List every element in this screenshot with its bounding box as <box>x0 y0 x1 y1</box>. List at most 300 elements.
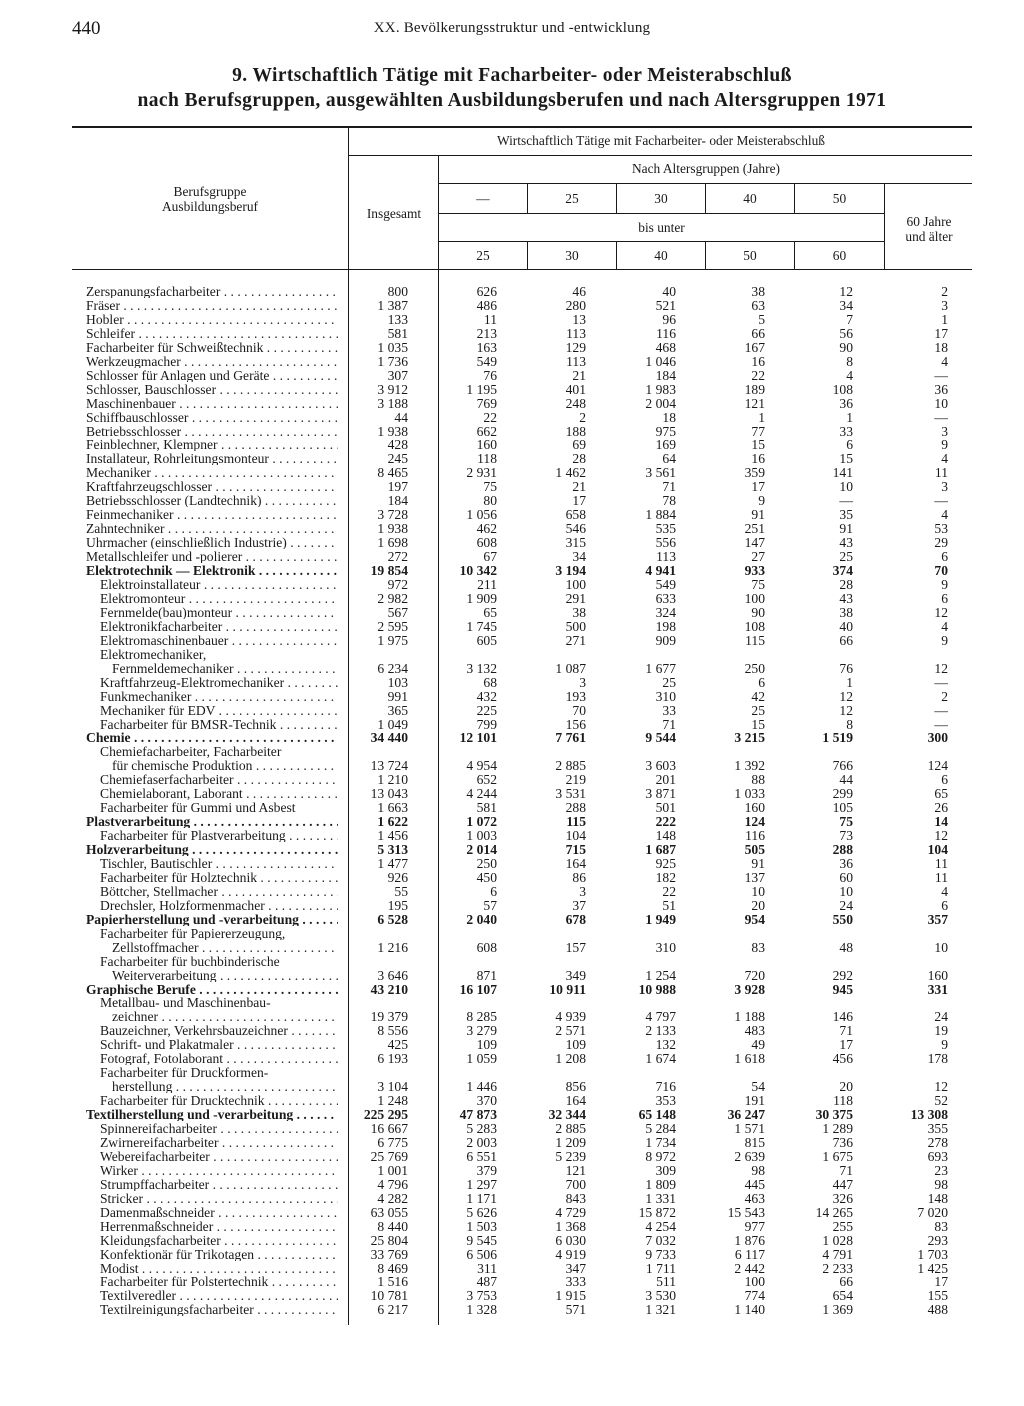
cell-age-4: 16 <box>751 451 765 467</box>
cell-age-1: 1 328 <box>466 1302 497 1318</box>
row-label: herstellung . . . <box>112 1080 338 1093</box>
cell-insgesamt: 6 234 <box>377 660 408 676</box>
cell-insgesamt: 991 <box>387 688 408 704</box>
cell-age-1: 311 <box>477 1260 497 1276</box>
cell-age-2: 658 <box>565 507 586 523</box>
cell-age-2: 129 <box>565 339 586 355</box>
row-label: Elektromonteur . . . <box>100 592 338 605</box>
cell-insgesamt: 1 622 <box>377 814 408 830</box>
cell-age-4: 977 <box>744 1218 765 1234</box>
cell-age-1: 2 931 <box>466 465 497 481</box>
cell-age-1: 160 <box>476 437 497 453</box>
cell-age-2: 700 <box>565 1176 586 1192</box>
cell-age-3: 8 972 <box>645 1148 676 1164</box>
row-label: Graphische Berufe . . . <box>86 983 338 996</box>
cell-age-1: 1 446 <box>466 1079 497 1095</box>
cell-age-6: 36 <box>934 381 948 397</box>
cell-age-3: 78 <box>662 493 676 509</box>
cell-age-5: 56 <box>839 325 853 341</box>
cell-age-3: 5 284 <box>645 1121 676 1136</box>
cell-age-1: 662 <box>476 423 497 439</box>
cell-age-1: 68 <box>483 674 497 690</box>
cell-age-2: 193 <box>565 688 586 704</box>
cell-age-4: 815 <box>744 1134 765 1150</box>
cell-age-3: 3 561 <box>645 465 676 481</box>
cell-age-2: 6 030 <box>555 1232 586 1248</box>
row-label: Facharbeiter für Schweißtechnik . . . <box>86 341 338 354</box>
cell-age-5: 299 <box>832 786 853 802</box>
cell-age-4: 137 <box>744 869 765 885</box>
cell-age-4: 1 033 <box>734 786 765 802</box>
cell-age-5: 736 <box>832 1134 853 1150</box>
cell-age-3 <box>596 996 676 1009</box>
cell-age-4: 6 117 <box>734 1246 765 1262</box>
row-label: Strumpffacharbeiter . . . <box>100 1178 338 1191</box>
cell-age-3: 324 <box>655 604 676 620</box>
cell-age-4: 189 <box>744 381 765 397</box>
row-label: Fräser . . . <box>86 299 338 312</box>
row-label: Elektrotechnik — Elektronik . . . <box>86 564 338 577</box>
age-to-4: 50 <box>743 248 757 263</box>
table-title-line-2: nach Berufsgruppen, ausgewählten Ausbildungsberufen und nach Altersgruppen 1971 <box>137 90 887 111</box>
cell-age-2: 288 <box>565 800 586 816</box>
cell-insgesamt: 1 938 <box>377 521 408 537</box>
cell-age-2: 164 <box>565 1093 586 1109</box>
row-label: Feinmechaniker . . . <box>86 508 338 521</box>
cell-age-3: 132 <box>655 1037 676 1053</box>
cell-insgesamt: 8 465 <box>377 465 408 481</box>
row-label: Fernmeldemechaniker . . . <box>112 662 338 675</box>
cell-age-3: 1 809 <box>645 1176 676 1192</box>
table-title-line-1: 9. Wirtschaftlich Tätige mit Facharbeiter- oder Meisterabschluß <box>232 65 792 86</box>
row-label: Betriebsschlosser . . . <box>86 425 338 438</box>
cell-age-3: 2 004 <box>645 395 676 411</box>
cell-age-3 <box>596 1066 676 1079</box>
cell-insgesamt: 25 804 <box>370 1232 408 1248</box>
cell-age-2: 4 939 <box>555 1009 586 1025</box>
cell-insgesamt: 5 313 <box>377 842 408 857</box>
cell-age-3: 148 <box>655 828 676 843</box>
cell-age-2: 291 <box>565 590 586 606</box>
cell-age-1: 1 297 <box>466 1176 497 1192</box>
cell-insgesamt: 33 769 <box>370 1246 408 1262</box>
cell-age-4: 108 <box>744 618 765 634</box>
cell-age-6: 17 <box>934 325 948 341</box>
cell-age-6: 178 <box>927 1051 948 1067</box>
cell-age-2: 248 <box>565 395 586 411</box>
cell-age-1: 1 056 <box>466 507 497 523</box>
cell-age-4 <box>685 927 765 940</box>
cell-age-3: 353 <box>655 1093 676 1109</box>
cell-insgesamt: 4 282 <box>377 1190 408 1206</box>
cell-insgesamt: 19 379 <box>370 1009 408 1025</box>
cell-age-4: 720 <box>744 967 765 983</box>
cell-age-3: 3 530 <box>645 1288 676 1304</box>
cell-age-1: 250 <box>476 855 497 871</box>
cell-age-3: 1 321 <box>645 1302 676 1318</box>
cell-age-2: 2 <box>579 409 586 425</box>
cell-age-5: 654 <box>832 1288 853 1304</box>
cell-age-5: 48 <box>839 939 853 955</box>
cell-age-1: 379 <box>476 1162 497 1178</box>
cell-age-5: 4 <box>846 367 853 383</box>
cell-age-6: 19 <box>934 1023 948 1039</box>
cell-age-6: 12 <box>934 828 948 843</box>
cell-age-5: 766 <box>832 758 853 774</box>
cell-age-6: 18 <box>934 339 948 355</box>
cell-age-5: 1 <box>846 674 853 690</box>
cell-age-1: 65 <box>483 604 497 620</box>
row-label: Metallbau- und Maschinenbau- <box>100 996 271 1010</box>
row-label: Spinnereifacharbeiter . . . <box>100 1122 338 1135</box>
cell-age-6: 2 <box>941 284 948 299</box>
cell-age-6: 10 <box>934 939 948 955</box>
cell-age-5: 374 <box>832 563 853 578</box>
cell-age-1: 16 107 <box>459 981 497 997</box>
cell-age-4: 1 140 <box>734 1302 765 1318</box>
cell-age-4: 1 392 <box>734 758 765 774</box>
cell-age-3: 7 032 <box>645 1232 676 1248</box>
cell-insgesamt: 13 043 <box>370 786 408 802</box>
cell-age-2: 1 462 <box>555 465 586 481</box>
cell-age-4: 25 <box>751 702 765 718</box>
cell-age-2: 2 885 <box>555 758 586 774</box>
cell-age-3: 4 254 <box>645 1218 676 1234</box>
cell-age-4: 20 <box>751 897 765 913</box>
cell-age-1: 76 <box>483 367 497 383</box>
cell-age-4: 124 <box>744 814 765 830</box>
cell-insgesamt: 1 035 <box>377 339 408 355</box>
cell-age-5: 8 <box>846 716 853 732</box>
cell-age-6 <box>868 927 948 940</box>
cell-age-6: 11 <box>934 869 948 885</box>
row-label: Böttcher, Stellmacher . . . <box>100 885 338 898</box>
cell-age-1: 608 <box>476 939 497 955</box>
cell-age-1: 5 626 <box>466 1204 497 1220</box>
cell-age-4: 75 <box>751 577 765 592</box>
cell-insgesamt: 133 <box>387 311 408 327</box>
cell-age-1: 608 <box>476 535 497 551</box>
cell-age-1: 370 <box>476 1093 497 1109</box>
cell-insgesamt: 3 912 <box>377 381 408 397</box>
cell-age-2: 157 <box>565 939 586 955</box>
cell-age-5: 15 <box>839 451 853 467</box>
cell-insgesamt: 425 <box>387 1037 408 1053</box>
cell-age-2: 3 194 <box>555 563 586 578</box>
cell-age-5: 30 375 <box>815 1107 853 1122</box>
cell-age-2: 3 <box>579 883 586 899</box>
cell-age-1: 57 <box>483 897 497 913</box>
cell-age-1: 581 <box>476 800 497 816</box>
cell-age-2: 280 <box>565 297 586 313</box>
cell-age-3: 511 <box>656 1274 676 1290</box>
cell-age-3: 116 <box>656 325 676 341</box>
cell-age-2: 21 <box>572 367 586 383</box>
cell-age-5: 44 <box>839 772 853 788</box>
cell-age-3: 1 046 <box>645 353 676 369</box>
cell-insgesamt: 1 975 <box>377 632 408 648</box>
row-label: für chemische Produktion . . . <box>112 759 338 772</box>
cell-age-6 <box>868 648 948 661</box>
cell-insgesamt: 4 796 <box>377 1176 408 1192</box>
cell-age-3: 9 544 <box>645 730 676 746</box>
cell-insgesamt: 3 646 <box>377 967 408 983</box>
cell-insgesamt: 1 938 <box>377 423 408 439</box>
cell-age-5: 326 <box>832 1190 853 1206</box>
row-label: Bauzeichner, Verkehrsbauzeichner . . . <box>100 1024 338 1037</box>
cell-age-5: 10 <box>839 479 853 495</box>
row-label: Facharbeiter für Polstertechnik . . . <box>100 1275 338 1288</box>
row-label: Papierherstellung und -verarbeitung . . . <box>86 913 338 926</box>
cell-age-2: 2 885 <box>555 1121 586 1136</box>
cell-age-6: 52 <box>934 1093 948 1109</box>
cell-age-3: 633 <box>655 590 676 606</box>
cell-insgesamt: 197 <box>387 479 408 495</box>
cell-age-3: 201 <box>655 772 676 788</box>
cell-age-2: 69 <box>572 437 586 453</box>
cell-age-4: 3 928 <box>734 981 765 997</box>
cell-age-1: 163 <box>476 339 497 355</box>
cell-age-4: 954 <box>744 911 765 927</box>
cell-age-3 <box>596 745 676 758</box>
cell-age-4: 191 <box>744 1093 765 1109</box>
cell-insgesamt: 567 <box>387 604 408 620</box>
cell-age-3: 1 674 <box>645 1051 676 1067</box>
cell-age-6: 4 <box>941 883 948 899</box>
cell-age-4: 10 <box>751 883 765 899</box>
cell-age-5: 141 <box>832 465 853 481</box>
cell-age-4: 774 <box>744 1288 765 1304</box>
cell-age-3: 1 734 <box>645 1134 676 1150</box>
cell-insgesamt: 184 <box>387 493 408 509</box>
cell-age-4: 54 <box>751 1079 765 1095</box>
cell-age-5: 7 <box>846 311 853 327</box>
cell-age-6: 11 <box>934 465 948 481</box>
row-label: Zahntechniker . . . <box>86 522 338 535</box>
cell-age-5: 12 <box>839 702 853 718</box>
cell-age-4: 16 <box>751 353 765 369</box>
cell-insgesamt <box>328 955 408 968</box>
cell-age-5: 36 <box>839 855 853 871</box>
cell-insgesamt: 6 528 <box>377 911 408 927</box>
cell-age-3: 96 <box>662 311 676 327</box>
cell-age-5: 2 233 <box>822 1260 853 1276</box>
row-label: Herrenmaßschneider . . . <box>100 1220 338 1233</box>
cell-age-4: 6 <box>758 674 765 690</box>
cell-age-1: 462 <box>476 521 497 537</box>
cell-age-5 <box>773 927 853 940</box>
cell-insgesamt: 1 698 <box>377 535 408 551</box>
cell-insgesamt: 1 210 <box>377 772 408 788</box>
cell-age-2 <box>506 927 586 940</box>
cell-age-5: 24 <box>839 897 853 913</box>
row-label: Zerspanungsfacharbeiter . . . <box>86 285 338 298</box>
cell-age-1 <box>417 745 497 758</box>
cell-age-5: 550 <box>832 911 853 927</box>
cell-age-2: 1 208 <box>555 1051 586 1067</box>
cell-age-3: 3 871 <box>645 786 676 802</box>
row-label: Facharbeiter für Drucktechnik . . . <box>100 1094 338 1107</box>
cell-age-3: 65 148 <box>638 1107 676 1122</box>
cell-age-4: 147 <box>744 535 765 551</box>
cell-insgesamt: 1 049 <box>377 716 408 732</box>
cell-age-3: 4 797 <box>645 1009 676 1025</box>
row-label: Fotograf, Fotolaborant . . . <box>100 1052 338 1065</box>
cell-age-5: 17 <box>839 1037 853 1053</box>
cell-age-6: 17 <box>934 1274 948 1290</box>
cell-age-1: 3 753 <box>466 1288 497 1304</box>
cell-age-4: 42 <box>751 688 765 704</box>
row-label: Funkmechaniker . . . <box>100 690 338 703</box>
cell-age-5: 1 519 <box>822 730 853 746</box>
cell-age-6: 53 <box>934 521 948 537</box>
cell-insgesamt: 225 295 <box>363 1107 408 1122</box>
cell-age-5 <box>773 745 853 758</box>
cell-age-2: 315 <box>565 535 586 551</box>
cell-age-3: 40 <box>662 284 676 299</box>
cell-age-6: 357 <box>927 911 948 927</box>
cell-age-2: 546 <box>565 521 586 537</box>
cell-age-4: 933 <box>744 563 765 578</box>
row-label: zeichner . . . <box>112 1010 338 1023</box>
cell-age-6: 12 <box>934 604 948 620</box>
page-number: 440 <box>72 18 101 39</box>
row-label: Wirker . . . <box>100 1164 338 1177</box>
cell-insgesamt: 1 516 <box>377 1274 408 1290</box>
cell-age-6: 6 <box>941 897 948 913</box>
cell-age-4: 5 <box>758 311 765 327</box>
cell-age-6: 6 <box>941 549 948 564</box>
cell-age-2: 164 <box>565 855 586 871</box>
cell-age-1: 211 <box>477 577 497 592</box>
cell-age-4: 1 <box>758 409 765 425</box>
cell-age-3: 521 <box>655 297 676 313</box>
cell-age-1: 80 <box>483 493 497 509</box>
row-label: Schlosser, Bauschlosser . . . <box>86 383 338 396</box>
cell-age-3: 51 <box>662 897 676 913</box>
row-label: Installateur, Rohrleitungsmonteur . . . <box>86 452 338 465</box>
row-label: Facharbeiter für buchbinderische <box>100 954 280 968</box>
cell-insgesamt <box>328 927 408 940</box>
cell-age-2: 843 <box>565 1190 586 1206</box>
cell-age-2: 10 911 <box>549 981 586 997</box>
cell-age-4: 160 <box>744 800 765 816</box>
cell-age-2: 333 <box>565 1274 586 1290</box>
cell-age-6: — <box>934 702 948 718</box>
cell-age-4: 1 188 <box>734 1009 765 1025</box>
running-head: XX. Bevölkerungsstruktur und -entwicklung <box>373 20 651 36</box>
cell-insgesamt: 43 210 <box>370 981 408 997</box>
cell-age-3: 1 254 <box>645 967 676 983</box>
cell-age-6: 3 <box>941 423 948 439</box>
cell-age-1: 109 <box>476 1037 497 1053</box>
cell-age-1: 769 <box>476 395 497 411</box>
cell-age-4: 63 <box>751 297 765 313</box>
cell-age-2: 115 <box>566 814 586 830</box>
cell-age-1: 118 <box>477 451 497 467</box>
cell-insgesamt: 2 982 <box>377 590 408 606</box>
cell-age-3: 975 <box>655 423 676 439</box>
cell-age-3: 71 <box>662 716 676 732</box>
cell-age-1: 4 244 <box>466 786 497 802</box>
cell-age-4: 359 <box>744 465 765 481</box>
cell-age-2: 219 <box>565 772 586 788</box>
age-from-3: 30 <box>654 191 668 206</box>
cell-age-5: 71 <box>839 1023 853 1039</box>
row-label: Metallschleifer und -polierer . . . <box>86 550 338 563</box>
cell-age-3: 9 733 <box>645 1246 676 1262</box>
cell-age-1: 1 503 <box>466 1218 497 1234</box>
cell-age-4: 17 <box>751 479 765 495</box>
stub-header: Berufsgruppe Ausbildungsberuf <box>162 184 258 214</box>
cell-age-5: 105 <box>832 800 853 816</box>
cell-age-6: 331 <box>927 981 948 997</box>
cell-age-2: 188 <box>565 423 586 439</box>
row-label: Schleifer . . . <box>86 327 338 340</box>
cell-age-2: 1 915 <box>555 1288 586 1304</box>
row-label: Drechsler, Holzformenmacher . . . <box>100 899 338 912</box>
cell-age-2 <box>506 745 586 758</box>
cell-age-1 <box>417 648 497 661</box>
cell-age-5 <box>773 996 853 1009</box>
cell-insgesamt: 1 456 <box>377 828 408 843</box>
row-label: Webereifacharbeiter . . . <box>100 1150 338 1163</box>
cell-age-5: 33 <box>839 423 853 439</box>
cell-insgesamt: 1 001 <box>377 1162 408 1178</box>
age-span-header: Nach Altersgruppen (Jahre) <box>632 161 780 176</box>
cell-age-1: 4 954 <box>466 758 497 774</box>
cell-age-4 <box>685 1066 765 1079</box>
cell-insgesamt: 1 248 <box>377 1093 408 1109</box>
cell-age-2: 5 239 <box>555 1148 586 1164</box>
cell-age-2: 1 368 <box>555 1218 586 1234</box>
cell-age-5: 28 <box>839 577 853 592</box>
cell-age-4: 77 <box>751 423 765 439</box>
cell-age-4: 463 <box>744 1190 765 1206</box>
cell-age-1: 1 745 <box>466 618 497 634</box>
cell-age-4: 15 <box>751 437 765 453</box>
cell-age-1: 22 <box>483 409 497 425</box>
row-label: Facharbeiter für Holztechnik . . . <box>100 871 338 884</box>
cell-age-5: 945 <box>832 981 853 997</box>
cell-age-6: 70 <box>934 563 948 578</box>
age-to-2: 30 <box>565 248 579 263</box>
cell-age-3: 549 <box>655 577 676 592</box>
cell-age-3: 71 <box>662 479 676 495</box>
cell-age-6: 9 <box>941 632 948 648</box>
cell-age-3: 169 <box>655 437 676 453</box>
cell-age-6: 693 <box>927 1148 948 1164</box>
cell-age-6: — <box>934 367 948 383</box>
cell-age-3 <box>596 927 676 940</box>
cell-age-2: 86 <box>572 869 586 885</box>
cell-age-6 <box>868 1066 948 1079</box>
cell-insgesamt: 1 216 <box>377 939 408 955</box>
age-from-1: — <box>476 191 490 206</box>
cell-age-5 <box>773 648 853 661</box>
cell-age-2: 3 531 <box>555 786 586 802</box>
cell-age-4: 15 <box>751 716 765 732</box>
cell-age-1: 10 342 <box>459 563 497 578</box>
cell-insgesamt: 6 193 <box>377 1051 408 1067</box>
cell-age-1: 9 545 <box>466 1232 497 1248</box>
cell-age-5: 8 <box>846 353 853 369</box>
cell-insgesamt: 272 <box>387 549 408 564</box>
cell-insgesamt: 8 556 <box>377 1023 408 1039</box>
cell-age-5: 40 <box>839 618 853 634</box>
cell-age-2: 500 <box>565 618 586 634</box>
cell-age-4: 2 442 <box>734 1260 765 1276</box>
